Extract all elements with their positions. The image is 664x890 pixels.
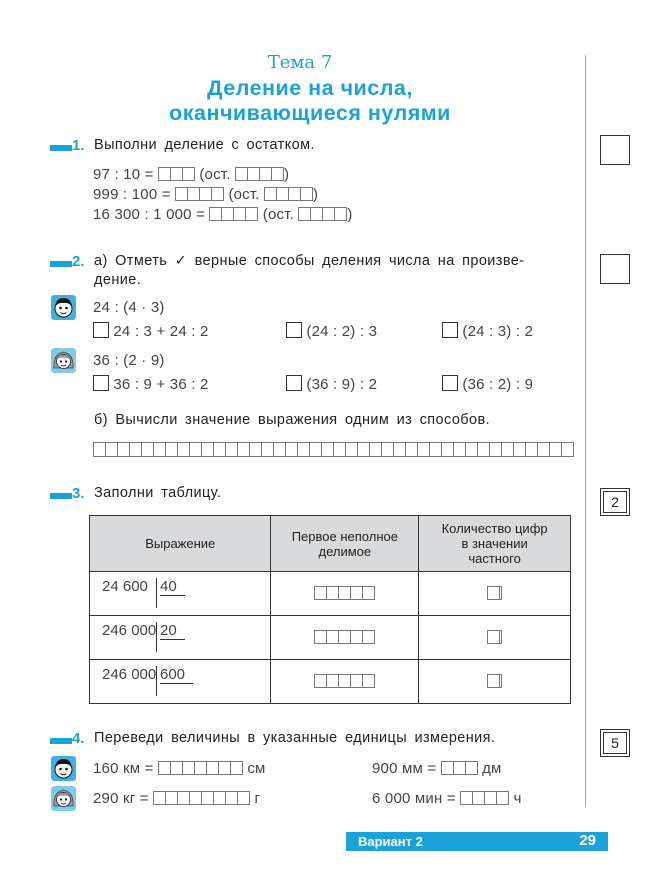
option-label: 24 : 3 + 24 : 2 (113, 323, 209, 340)
answer-cell (271, 660, 419, 704)
score-value: 2 (603, 491, 627, 513)
footer-bar (346, 832, 608, 851)
variant-label: Вариант 2 (358, 834, 423, 849)
conversion-left: 160 км = (93, 760, 154, 777)
option-row (93, 375, 209, 393)
option-row (93, 322, 209, 340)
page-title (120, 76, 500, 126)
score-box-task3 (600, 488, 630, 516)
division-cell (90, 660, 271, 704)
task-text: Переведи величины в указанные единицы измерения. (94, 730, 496, 746)
option-label: (36 : 9) : 2 (306, 376, 378, 393)
girl-avatar-icon (51, 786, 76, 811)
expression: 97 : 10 = (93, 166, 154, 183)
group2-expression: 36 : (2 · 9) (93, 352, 165, 369)
answer-cells[interactable] (314, 586, 375, 600)
score-box-task4 (600, 729, 630, 757)
option-row (286, 322, 377, 340)
fill-table (89, 515, 571, 704)
answer-cells[interactable] (487, 586, 502, 600)
conversion-row (93, 790, 260, 807)
table-row (90, 660, 571, 704)
conversion-row (93, 760, 266, 777)
close-paren: ) (283, 166, 290, 183)
table-row (90, 572, 571, 616)
remainder-label: (ост. (262, 206, 295, 223)
task-number: 4. (72, 730, 85, 747)
remainder-cells[interactable] (264, 187, 313, 201)
division-cell (90, 616, 271, 660)
girl-avatar-icon (51, 348, 76, 373)
answer-cells[interactable] (158, 761, 243, 775)
close-paren: ) (313, 186, 319, 203)
task-number: 3. (72, 485, 85, 502)
task-number: 1. (72, 137, 85, 154)
table-header-row (90, 516, 571, 572)
unit-label: г (254, 790, 261, 807)
score-box-task2[interactable] (600, 254, 630, 284)
unit-label: дм (482, 760, 502, 777)
boy-avatar-icon (51, 756, 76, 781)
checkbox[interactable] (442, 322, 458, 338)
column-header: Первое неполное делимое (271, 516, 419, 572)
remainder-cells[interactable] (298, 207, 347, 221)
answer-cells[interactable] (158, 167, 195, 181)
page-number: 29 (579, 832, 596, 849)
answer-cells[interactable] (314, 674, 375, 688)
task-marker (50, 145, 72, 151)
margin-line (585, 55, 586, 807)
divisor: 600 (160, 666, 193, 684)
expression: 16 300 : 1 000 = (93, 206, 206, 223)
task-marker (50, 738, 72, 744)
division-row (93, 206, 353, 223)
answer-strip[interactable] (93, 442, 574, 457)
answer-cells[interactable] (487, 674, 502, 688)
title-line-1: Деление на числа, (207, 76, 413, 100)
column-header: Выражение (90, 516, 271, 572)
checkbox[interactable] (286, 375, 302, 391)
answer-cell (419, 572, 571, 616)
conversion-row (372, 790, 522, 807)
division-cell (90, 572, 271, 616)
checkbox[interactable] (93, 375, 109, 391)
option-label: (24 : 2) : 3 (306, 323, 378, 340)
topic-label: Тема 7 (267, 52, 333, 73)
column-header: Количество цифр в значении частного (419, 516, 571, 572)
unit-label: ч (513, 790, 522, 807)
answer-cell (419, 660, 571, 704)
conversion-row (372, 760, 502, 777)
answer-cells[interactable] (441, 761, 478, 775)
option-row (286, 375, 377, 393)
task-text: Выполни деление с остатком. (94, 137, 315, 153)
answer-cells[interactable] (314, 630, 375, 644)
dividend: 246 000 (102, 665, 157, 683)
remainder-cells[interactable] (235, 167, 284, 181)
dividend: 246 000 (102, 621, 157, 639)
answer-cells[interactable] (175, 187, 224, 201)
option-label: (24 : 3) : 2 (462, 323, 534, 340)
answer-cell (271, 572, 419, 616)
task-marker (50, 493, 72, 499)
divisor: 20 (160, 622, 185, 640)
score-value: 5 (603, 732, 627, 754)
option-row (442, 322, 533, 340)
task-text-b: б) Вычисли значение выражения одним из способов. (94, 412, 491, 428)
answer-cells[interactable] (153, 791, 250, 805)
answer-cells[interactable] (487, 630, 502, 644)
title-line-2: оканчивающиеся нулями (169, 101, 451, 125)
option-label: 36 : 9 + 36 : 2 (113, 376, 209, 393)
divisor: 40 (160, 578, 185, 596)
task-text-a: а) Отметь ✓ верные способы деления числа на произве- (94, 253, 525, 269)
option-label: (36 : 2) : 9 (462, 376, 534, 393)
conversion-left: 900 мм = (372, 760, 437, 777)
answer-cells[interactable] (460, 791, 509, 805)
task-text-a-cont: дение. (94, 272, 142, 288)
checkbox[interactable] (286, 322, 302, 338)
answer-cell (419, 616, 571, 660)
conversion-left: 6 000 мин = (372, 790, 456, 807)
unit-label: см (247, 760, 266, 777)
division-row (93, 166, 289, 183)
remainder-label: (ост. (228, 186, 260, 203)
group1-expression: 24 : (4 · 3) (93, 299, 165, 316)
option-row (442, 375, 533, 393)
remainder-label: (ост. (199, 166, 231, 183)
checkbox[interactable] (93, 322, 109, 338)
answer-cells[interactable] (209, 207, 258, 221)
boy-avatar-icon (51, 295, 76, 320)
checkbox[interactable] (442, 375, 458, 391)
division-row (93, 186, 318, 203)
table-row (90, 616, 571, 660)
task-marker (50, 261, 72, 267)
expression: 999 : 100 = (93, 186, 171, 203)
answer-cell (271, 616, 419, 660)
task-number: 2. (72, 253, 85, 270)
dividend: 24 600 (102, 577, 148, 595)
task-text: Заполни таблицу. (94, 485, 222, 501)
close-paren: ) (347, 206, 353, 223)
score-box-task1[interactable] (600, 135, 630, 165)
conversion-left: 290 кг = (93, 790, 149, 807)
